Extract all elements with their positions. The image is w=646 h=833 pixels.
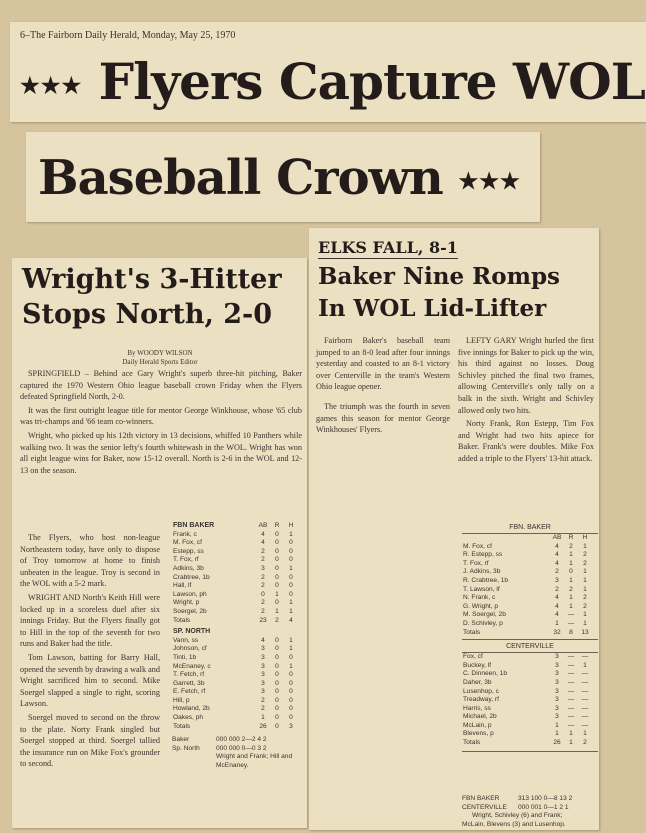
stat-cell: 1 — [583, 568, 587, 576]
box-score-row — [172, 591, 298, 600]
player-name: Wright, p — [173, 599, 200, 607]
divider — [462, 751, 598, 752]
player-name: T. Lawson, lf — [463, 585, 500, 593]
box-score-row — [172, 723, 298, 732]
stat-cell: 1 — [275, 590, 279, 598]
stat-cell: 1 — [289, 607, 293, 615]
right-story-col1 — [316, 335, 450, 438]
stat-cell: 0 — [275, 671, 279, 679]
box-score-row — [462, 696, 592, 705]
player-name: N. Frank, c — [463, 594, 496, 602]
player-name: Vann, ss — [173, 636, 199, 644]
stat-cell: 4 — [555, 551, 559, 559]
stat-cell: 2 — [261, 556, 265, 564]
battery-line: Wright, Schivley (6) and Frank; — [472, 812, 563, 820]
player-name: Howland, 2b — [173, 705, 210, 713]
stat-cell: 0 — [289, 705, 293, 713]
stat-cell: 4 — [261, 530, 265, 538]
linescore-row — [172, 736, 304, 745]
right-box-score — [462, 524, 598, 752]
stat-cell: 1 — [289, 645, 293, 653]
stat-cell: 1 — [583, 585, 587, 593]
dateline: 6–The Fairborn Daily Herald, Monday, May 25, 1970 — [20, 30, 236, 41]
stat-cell: 1 — [569, 739, 573, 747]
col-header: AB — [552, 534, 562, 541]
box-score-row — [462, 620, 592, 629]
player-name: Hill, p — [173, 696, 190, 704]
stat-cell: 0 — [289, 582, 293, 590]
player-name: E. Fetch, rf — [173, 688, 206, 696]
box-score-row — [172, 705, 298, 714]
stat-cell: 0 — [289, 556, 293, 564]
stat-cell: 0 — [275, 688, 279, 696]
stat-cell: 0 — [275, 547, 279, 555]
main-headline-text1: Flyers Capture WOL — [98, 52, 645, 111]
player-name: Blevens, p — [463, 730, 494, 738]
box-score-row — [462, 730, 592, 739]
linescore-team: FBN BAKER — [462, 795, 500, 802]
right-headline — [318, 261, 594, 325]
box-score-row — [462, 594, 592, 603]
battery-line: Wright and Frank; Hill and McEnaney. — [216, 753, 293, 770]
left-box-table-b — [172, 628, 298, 731]
stat-cell: — — [581, 670, 589, 678]
box-score-row — [172, 645, 298, 654]
linescore-score: 000 000 2—2 4 2 — [216, 736, 267, 744]
left-byline-block — [80, 349, 240, 367]
player-name: Fox, cf — [463, 653, 483, 661]
stat-cell: 1 — [275, 607, 279, 615]
stat-cell: 0 — [289, 547, 293, 555]
team-name: SP. NORTH — [173, 628, 211, 636]
stat-cell: 4 — [555, 542, 559, 550]
box-score-row — [462, 629, 592, 638]
stat-cell: 0 — [289, 653, 293, 661]
player-name: R. Estepp, ss — [463, 551, 503, 559]
box-score-row — [172, 697, 298, 706]
linescore-row — [462, 804, 598, 813]
player-name: Michael, 2b — [463, 713, 497, 721]
stat-cell: 3 — [289, 722, 293, 730]
stat-cell: 2 — [569, 542, 573, 550]
stat-cell: — — [567, 687, 575, 695]
stat-cell: 0 — [261, 590, 265, 598]
stat-cell: 0 — [275, 564, 279, 572]
stat-cell: — — [581, 713, 589, 721]
stat-cell: 1 — [289, 662, 293, 670]
player-name: M. Fox, cf — [463, 542, 492, 550]
stat-cell: 2 — [275, 616, 279, 624]
main-headline-line2 — [38, 136, 538, 220]
box-score-row — [172, 714, 298, 723]
right-linescore — [462, 795, 598, 829]
right-box-table-a — [462, 534, 592, 637]
box-score-row — [172, 637, 298, 646]
byline: By WOODY WILSON — [127, 349, 193, 357]
stat-cell: 1 — [289, 530, 293, 538]
stat-cell: — — [567, 713, 575, 721]
stat-cell: 23 — [259, 616, 267, 624]
player-name: Adkins, 3b — [173, 564, 204, 572]
stat-cell: 1 — [583, 619, 587, 627]
stat-cell: 0 — [275, 556, 279, 564]
paragraph: Wright, who picked up his 12th victory in 13 decisions, whiffed 10 Panthers while walking two. It was the senior lefty's fourth whitewash in the WOL. Wright has won all eight league wins for Baker, now 15-12 overall. North is 2-6 in the WOL and 12-13 on the season. — [20, 430, 302, 475]
stat-cell: — — [567, 696, 575, 704]
team-name: FBN. BAKER — [509, 524, 551, 531]
paragraph: SPRINGFIELD – Behind ace Gary Wright's superb three-hit pitching, Baker captured the 1970 Western Ohio league baseball crown Friday when the Flyers defeated Springfield North, 2-0. — [20, 369, 302, 402]
player-name: D. Schivley, p — [463, 619, 503, 627]
stat-cell: 1 — [555, 619, 559, 627]
player-name: Buckey, lf — [463, 661, 492, 669]
player-name: Totals — [173, 616, 191, 624]
stat-cell: 0 — [569, 568, 573, 576]
left-box-score — [172, 522, 304, 771]
box-score-row — [462, 739, 592, 748]
stat-cell: 1 — [583, 542, 587, 550]
stat-cell: 0 — [275, 582, 279, 590]
stat-cell: 0 — [289, 679, 293, 687]
player-name: Garrett, 3b — [173, 679, 205, 687]
stat-cell: 2 — [261, 547, 265, 555]
paragraph: LEFTY GARY Wright hurled the first five innings for Baker to pick up the win, his third against no losses. Doug Schivley pitched the final two frames, allowing Centerville's only tally on a balk in the sixth. Wright and Schivley allowed only two hits. — [458, 336, 594, 415]
stat-cell: 3 — [555, 661, 559, 669]
stars-left: ★★★ — [20, 73, 83, 99]
stat-cell: 3 — [555, 576, 559, 584]
player-name: Estepp, ss — [173, 547, 204, 555]
player-name: M. Fox, cf — [173, 539, 202, 547]
player-name: T. Fox, rf — [173, 556, 199, 564]
box-score-row — [462, 543, 592, 552]
stat-cell: 1 — [583, 576, 587, 584]
stat-cell: — — [567, 721, 575, 729]
stat-cell: 3 — [261, 688, 265, 696]
right-kicker: ELKS FALL, 8-1 — [318, 238, 458, 257]
linescore-score: 000 000 0—0 3 2 — [216, 744, 267, 752]
stat-cell: 0 — [275, 573, 279, 581]
stat-cell: 2 — [555, 568, 559, 576]
player-name: M. Soergel, 2b — [463, 611, 506, 619]
stat-cell: 0 — [289, 696, 293, 704]
box-score-row — [462, 653, 592, 662]
player-name: Crabtree, 1b — [173, 573, 210, 581]
box-score-row — [172, 608, 298, 617]
stat-cell: 0 — [275, 705, 279, 713]
stat-cell: 3 — [261, 653, 265, 661]
stat-cell: 2 — [261, 599, 265, 607]
box-score-row — [462, 705, 592, 714]
stat-cell: 2 — [555, 585, 559, 593]
stat-cell: 3 — [261, 645, 265, 653]
stat-cell: 3 — [555, 670, 559, 678]
paragraph: Fairborn Baker's baseball team jumped to an 8-0 lead after four innings yesterday and coasted to an 8-1 victory over Centerville in the team's Western Ohio league opener. — [316, 336, 450, 392]
stat-cell: 1 — [569, 576, 573, 584]
stat-cell: — — [581, 678, 589, 686]
stat-cell: 13 — [581, 628, 589, 636]
left-headline — [22, 262, 302, 332]
stat-cell: 3 — [261, 564, 265, 572]
stat-cell: 4 — [261, 636, 265, 644]
stat-cell: — — [567, 704, 575, 712]
box-score-row — [172, 556, 298, 565]
col-header: H — [288, 522, 294, 529]
box-score-row — [462, 670, 592, 679]
stat-cell: 0 — [275, 599, 279, 607]
stat-cell: 2 — [261, 696, 265, 704]
stat-cell: 1 — [583, 730, 587, 738]
box-score-row — [462, 603, 592, 612]
stat-cell: 1 — [289, 599, 293, 607]
divider — [462, 639, 598, 640]
box-score-row — [462, 586, 592, 595]
linescore-score: 000 001 0—1 2 1 — [518, 803, 569, 811]
stat-cell: 4 — [289, 616, 293, 624]
stat-cell: 4 — [555, 602, 559, 610]
player-name: Frank, c — [173, 530, 197, 538]
stat-cell: 26 — [259, 722, 267, 730]
left-story-body-narrow — [20, 532, 160, 772]
stat-cell: 2 — [261, 607, 265, 615]
box-score-row — [462, 568, 592, 577]
stat-cell: 1 — [289, 564, 293, 572]
right-headline-line2: In WOL Lid-Lifter — [318, 295, 547, 322]
paragraph: Norty Frank, Ron Estepp, Tim Fox and Wright had two hits apiece for Baker. Frank's were doubles. Mike Fox added a triple to the Flyers' 13-hit attack. — [458, 419, 594, 463]
stat-cell: 3 — [555, 678, 559, 686]
player-name: Hall, lf — [173, 582, 192, 590]
box-score-row — [172, 574, 298, 583]
stat-cell: 0 — [289, 573, 293, 581]
box-score-row — [172, 688, 298, 697]
stat-cell: 0 — [289, 671, 293, 679]
stat-cell: 1 — [569, 594, 573, 602]
stat-cell: 1 — [569, 551, 573, 559]
stat-cell: 0 — [275, 530, 279, 538]
right-story-col2 — [458, 335, 594, 467]
player-name: McLain, p — [463, 721, 492, 729]
box-score-row — [172, 599, 298, 608]
stat-cell: 4 — [555, 559, 559, 567]
stat-cell: — — [581, 704, 589, 712]
stat-cell: 32 — [553, 628, 561, 636]
player-name: Lusenhop, c — [463, 687, 499, 695]
col-header: R — [568, 534, 574, 541]
stat-cell: 1 — [555, 721, 559, 729]
stat-cell: — — [567, 619, 575, 627]
left-headline-line2: Stops North, 2-0 — [22, 299, 273, 330]
stat-cell: — — [567, 670, 575, 678]
player-name: Tinti, 1b — [173, 653, 197, 661]
stat-cell: 0 — [275, 696, 279, 704]
stat-cell: 2 — [261, 582, 265, 590]
linescore-team: CENTERVILLE — [462, 803, 507, 811]
stat-cell: 2 — [261, 705, 265, 713]
stat-cell: 4 — [555, 611, 559, 619]
stat-cell: 1 — [583, 611, 587, 619]
byline-title: Daily Herald Sports Editor — [122, 358, 198, 366]
stat-cell: 26 — [553, 739, 561, 747]
paragraph: Soergel moved to second on the throw to the plate. Norty Frank singled but Soergel stopped at third. Soergel tallied the insurance run on Mike Fox's grounder to second. — [20, 712, 160, 769]
stat-cell: 0 — [275, 645, 279, 653]
stat-cell: 0 — [275, 679, 279, 687]
linescore-team: Sp. North — [172, 744, 200, 752]
stat-cell: 1 — [289, 636, 293, 644]
stat-cell: 8 — [569, 628, 573, 636]
box-score-row — [462, 662, 592, 671]
linescore-score: 313 100 0—8 13 2 — [518, 795, 573, 802]
player-name: Oakes, ph — [173, 714, 204, 722]
battery-line: McLain, Blevens (3) and Lusenhop. — [462, 820, 566, 828]
stat-cell: — — [581, 696, 589, 704]
player-name: T. Fetch, rf — [173, 671, 205, 679]
stat-cell: 3 — [261, 662, 265, 670]
stat-cell: 2 — [583, 602, 587, 610]
stat-cell: 0 — [289, 539, 293, 547]
player-name: Harris, ss — [463, 704, 491, 712]
box-score-row — [172, 654, 298, 663]
stat-cell: 3 — [555, 704, 559, 712]
stat-cell: 0 — [275, 636, 279, 644]
player-name: Daher, 3b — [463, 678, 492, 686]
box-score-row — [172, 582, 298, 591]
box-score-row — [462, 551, 592, 560]
player-name: Totals — [463, 739, 481, 747]
paragraph: The Flyers, who host non-league Northeastern today, have only to dispose of Troy tomorrow at home to finish unbeaten in the league. Troy is second in the WOL with a 5-2 mark. — [20, 533, 160, 589]
main-headline-text2: Baseball Crown — [38, 150, 443, 206]
stat-cell: 1 — [583, 661, 587, 669]
stat-cell: 3 — [261, 671, 265, 679]
stat-cell: 0 — [275, 539, 279, 547]
stat-cell: 3 — [555, 687, 559, 695]
box-score-row — [462, 688, 592, 697]
player-name: G. Wright, p — [463, 602, 499, 610]
paragraph: WRIGHT AND North's Keith Hill were locked up in a scoreless duel after six innings Friday. But the Flyers finally got to Hill in the top of the seventh for two runs and Baker had the title. — [20, 592, 160, 649]
stat-cell: 1 — [261, 714, 265, 722]
box-score-row — [172, 531, 298, 540]
stat-cell: — — [567, 653, 575, 661]
player-name: Treadway, rf — [463, 696, 499, 704]
stat-cell: 3 — [261, 679, 265, 687]
box-score-row — [462, 713, 592, 722]
player-name: Johnson, cf — [173, 645, 207, 653]
stat-cell: 1 — [555, 730, 559, 738]
linescore-team: Baker — [172, 736, 190, 744]
stat-cell: 0 — [275, 653, 279, 661]
box-score-row — [462, 577, 592, 586]
player-name: J. Adkins, 3b — [463, 568, 501, 576]
player-name: T. Fox, rf — [463, 559, 489, 567]
stat-cell: 1 — [569, 559, 573, 567]
stat-cell: 2 — [583, 559, 587, 567]
box-score-row — [172, 565, 298, 574]
stat-cell: 2 — [583, 551, 587, 559]
stat-cell: 0 — [275, 714, 279, 722]
stat-cell: 4 — [555, 594, 559, 602]
box-score-row — [172, 548, 298, 557]
box-score-row — [172, 539, 298, 548]
col-header: H — [582, 534, 588, 541]
box-score-row — [462, 679, 592, 688]
player-name: C. Dinneen, 1b — [463, 670, 507, 678]
stat-cell: — — [581, 653, 589, 661]
stat-cell: 3 — [555, 713, 559, 721]
left-headline-line1: Wright's 3-Hitter — [22, 264, 282, 295]
left-box-table-a — [172, 522, 298, 625]
col-header: AB — [258, 522, 268, 529]
box-score-row — [462, 560, 592, 569]
stat-cell: 0 — [275, 662, 279, 670]
stat-cell: 2 — [569, 585, 573, 593]
box-score-row — [172, 680, 298, 689]
stat-cell: 0 — [275, 722, 279, 730]
paragraph: Tom Lawson, batting for Barry Hall, opened the seventh by drawing a walk and Wright sacrificed him to second. Mike Soergel slapped a single to right, scoring Lawson. — [20, 652, 160, 709]
right-headline-line1: Baker Nine Romps — [318, 263, 560, 290]
col-header: R — [274, 522, 280, 529]
stat-cell: 2 — [583, 739, 587, 747]
stat-cell: 2 — [583, 594, 587, 602]
player-name: Totals — [463, 628, 481, 636]
team-name: FBN BAKER — [173, 522, 215, 529]
stat-cell: — — [581, 721, 589, 729]
box-score-row — [172, 671, 298, 680]
stat-cell: 1 — [569, 602, 573, 610]
box-score-row — [172, 617, 298, 626]
stat-cell: 2 — [261, 573, 265, 581]
stat-cell: 4 — [261, 539, 265, 547]
box-score-row — [462, 611, 592, 620]
linescore-row — [172, 745, 304, 754]
stat-cell: 1 — [569, 730, 573, 738]
stat-cell: 0 — [289, 688, 293, 696]
stat-cell: 0 — [289, 714, 293, 722]
left-story-body — [20, 368, 302, 478]
stat-cell: — — [567, 678, 575, 686]
team-name: CENTERVILLE — [506, 643, 554, 651]
right-box-table-b — [462, 653, 592, 748]
paragraph: It was the first outright league title for mentor George Winkhouse, whose '65 club was tri-champs and '66 team co-winners. — [20, 405, 302, 427]
main-headline-line1 — [20, 44, 646, 120]
stat-cell: — — [567, 661, 575, 669]
paragraph: The triumph was the fourth in seven games this season for mentor George Winkhouses' Flyers. — [316, 401, 450, 435]
player-name: R. Crabtree, 1b — [463, 576, 509, 584]
stat-cell: — — [581, 687, 589, 695]
stat-cell: 3 — [555, 696, 559, 704]
linescore-row — [462, 795, 598, 804]
player-name: Lawson, ph — [173, 590, 207, 598]
stat-cell: 0 — [289, 590, 293, 598]
player-name: McEnaney, c — [173, 662, 211, 670]
stat-cell: 3 — [555, 653, 559, 661]
box-score-row — [172, 663, 298, 672]
player-name: Totals — [173, 722, 191, 730]
stat-cell: — — [567, 611, 575, 619]
stars-right: ★★★ — [458, 168, 521, 195]
player-name: Soergel, 2b — [173, 607, 207, 615]
box-score-row — [462, 722, 592, 731]
